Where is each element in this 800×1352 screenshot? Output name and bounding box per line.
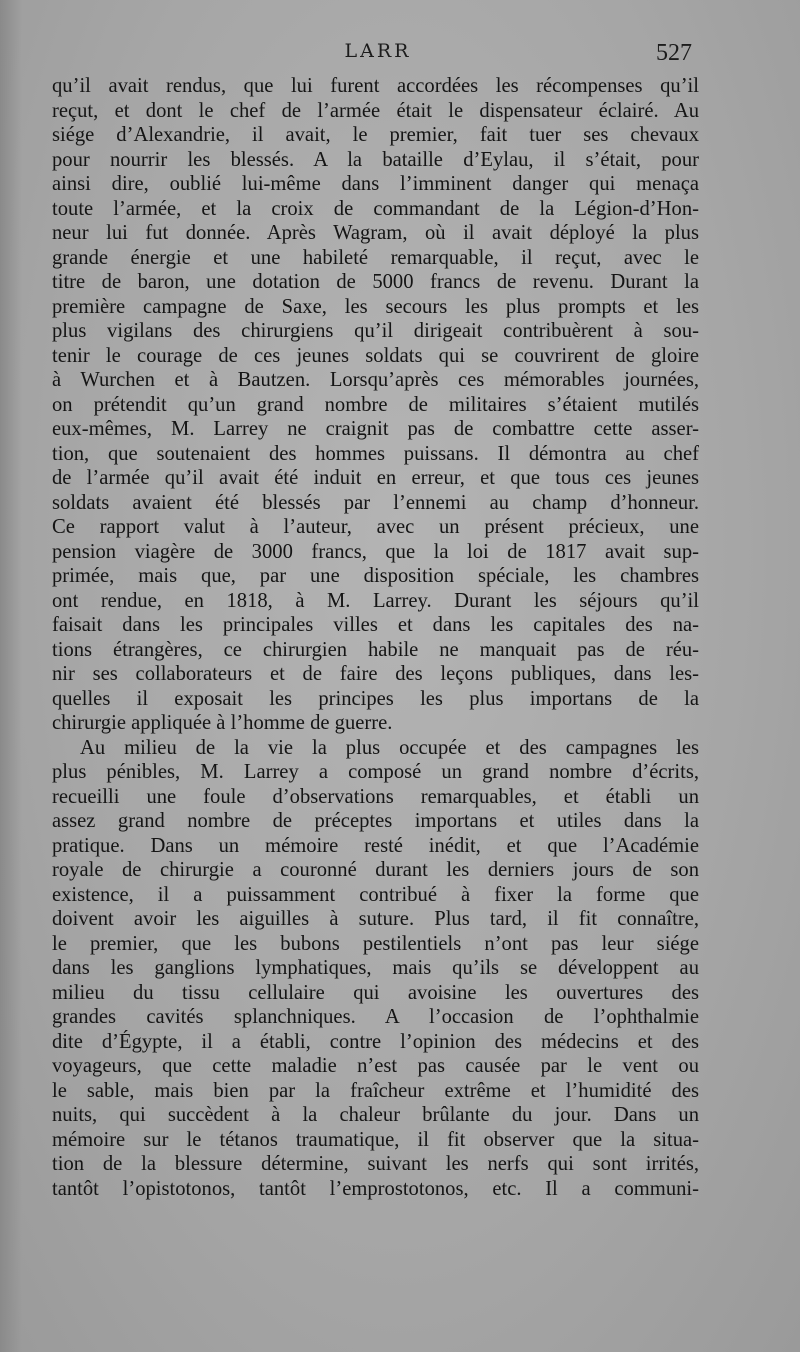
text-line: assez grand nombre de préceptes importans et utiles dans la xyxy=(52,810,699,832)
text-line: Ce rapport valut à l’auteur, avec un présent précieux, une xyxy=(52,516,699,538)
text-line: le premier, que les bubons pestilentiels n’ont pas leur siége xyxy=(52,932,699,955)
running-title: LARR xyxy=(344,40,412,62)
text-line: milieu du tissu cellulaire qui avoisine les ouvertures des xyxy=(52,981,699,1004)
text-line: mémoire sur le tétanos traumatique, il fit observer que la situa- xyxy=(52,1128,699,1151)
text-line: qu’il avait rendus, que lui furent accordées les récompenses qu’il xyxy=(52,75,699,97)
text-line: nuits, qui succèdent à la chaleur brûlante du jour. Dans un xyxy=(52,1104,699,1126)
paragraph-start-line: Au milieu de la vie la plus occupée et des campagnes les xyxy=(80,736,699,759)
text-line: eux-mêmes, M. Larrey ne craignit pas de combattre cette asser- xyxy=(52,418,699,440)
text-line: tion, que soutenaient des hommes puissans. Il démontra au chef xyxy=(52,442,699,465)
paragraph-end-line: chirurgie appliquée à l’homme de guerre. xyxy=(52,712,393,734)
text-line: reçut, et dont le chef de l’armée était le dispensateur éclairé. Au xyxy=(52,99,699,122)
text-line: pratique. Dans un mémoire resté inédit, et que l’Académie xyxy=(52,834,699,857)
text-line: recueilli une foule d’observations remarquables, et établi un xyxy=(52,785,699,808)
text-line: voyageurs, que cette maladie n’est pas causée par le vent ou xyxy=(52,1055,699,1077)
text-line: doivent avoir les aiguilles à suture. Plus tard, il fit connaître, xyxy=(52,908,699,930)
text-line: soldats avaient été blessés par l’ennemi au champ d’honneur. xyxy=(52,491,699,514)
text-line: plus vigilans des chirurgiens qu’il dirigeait contribuèrent à sou- xyxy=(52,320,699,342)
text-line: toute l’armée, et la croix de commandant de la Légion-d’Hon- xyxy=(52,197,699,220)
text-line: première campagne de Saxe, les secours les plus prompts et les xyxy=(52,295,699,318)
running-head xyxy=(0,40,800,70)
text-line: titre de baron, une dotation de 5000 francs de revenu. Durant la xyxy=(52,271,699,293)
text-line: dans les ganglions lymphatiques, mais qu’ils se développent au xyxy=(52,957,699,979)
text-line: tions étrangères, ce chirurgien habile ne manquait pas de réu- xyxy=(52,638,699,661)
page-gutter-shadow xyxy=(0,0,22,1352)
text-line: pour nourrir les blessés. A la bataille d’Eylau, il s’était, pour xyxy=(52,148,699,171)
text-line: neur lui fut donnée. Après Wagram, où il avait déployé la plus xyxy=(52,222,699,244)
body-text xyxy=(52,74,699,1201)
text-line: nir ses collaborateurs et de faire des leçons publiques, dans les- xyxy=(52,663,699,685)
text-line: à Wurchen et à Bautzen. Lorsqu’après ces mémorables journées, xyxy=(52,369,699,391)
text-line: tenir le courage de ces jeunes soldats qui se couvrirent de gloire xyxy=(52,344,699,367)
text-line: grandes cavités splanchniques. A l’occasion de l’ophthalmie xyxy=(52,1006,699,1028)
text-line: on prétendit qu’un grand nombre de militaires s’étaient mutilés xyxy=(52,393,699,416)
text-line: faisait dans les principales villes et dans les capitales des na- xyxy=(52,614,699,636)
text-line: grande énergie et une habileté remarquable, il reçut, avec le xyxy=(52,246,699,269)
text-line: ont rendue, en 1818, à M. Larrey. Durant les séjours qu’il xyxy=(52,589,699,612)
text-line: ainsi dire, oublié lui-même dans l’imminent danger qui menaça xyxy=(52,173,699,195)
text-line: tion de la blessure détermine, suivant les nerfs qui sont irrités, xyxy=(52,1153,699,1175)
text-line: plus pénibles, M. Larrey a composé un grand nombre d’écrits, xyxy=(52,761,699,783)
text-line: existence, il a puissamment contribué à fixer la forme que xyxy=(52,883,699,906)
text-line: de l’armée qu’il avait été induit en erreur, et que tous ces jeunes xyxy=(52,467,699,489)
text-line: quelles il exposait les principes les plus importans de la xyxy=(52,687,699,710)
text-line: pension viagère de 3000 francs, que la loi de 1817 avait sup- xyxy=(52,540,699,563)
text-line: royale de chirurgie a couronné durant les derniers jours de son xyxy=(52,859,699,881)
page-number: 527 xyxy=(656,40,692,66)
text-line: primée, mais que, par une disposition spéciale, les chambres xyxy=(52,565,699,587)
text-line: le sable, mais bien par la fraîcheur extrême et l’humidité des xyxy=(52,1079,699,1102)
text-line: dite d’Égypte, il a établi, contre l’opinion des médecins et des xyxy=(52,1030,699,1053)
text-line: tantôt l’opistotonos, tantôt l’emprostotonos, etc. Il a communi- xyxy=(52,1177,699,1200)
text-line: siége d’Alexandrie, il avait, le premier, fait tuer ses chevaux xyxy=(52,124,699,146)
